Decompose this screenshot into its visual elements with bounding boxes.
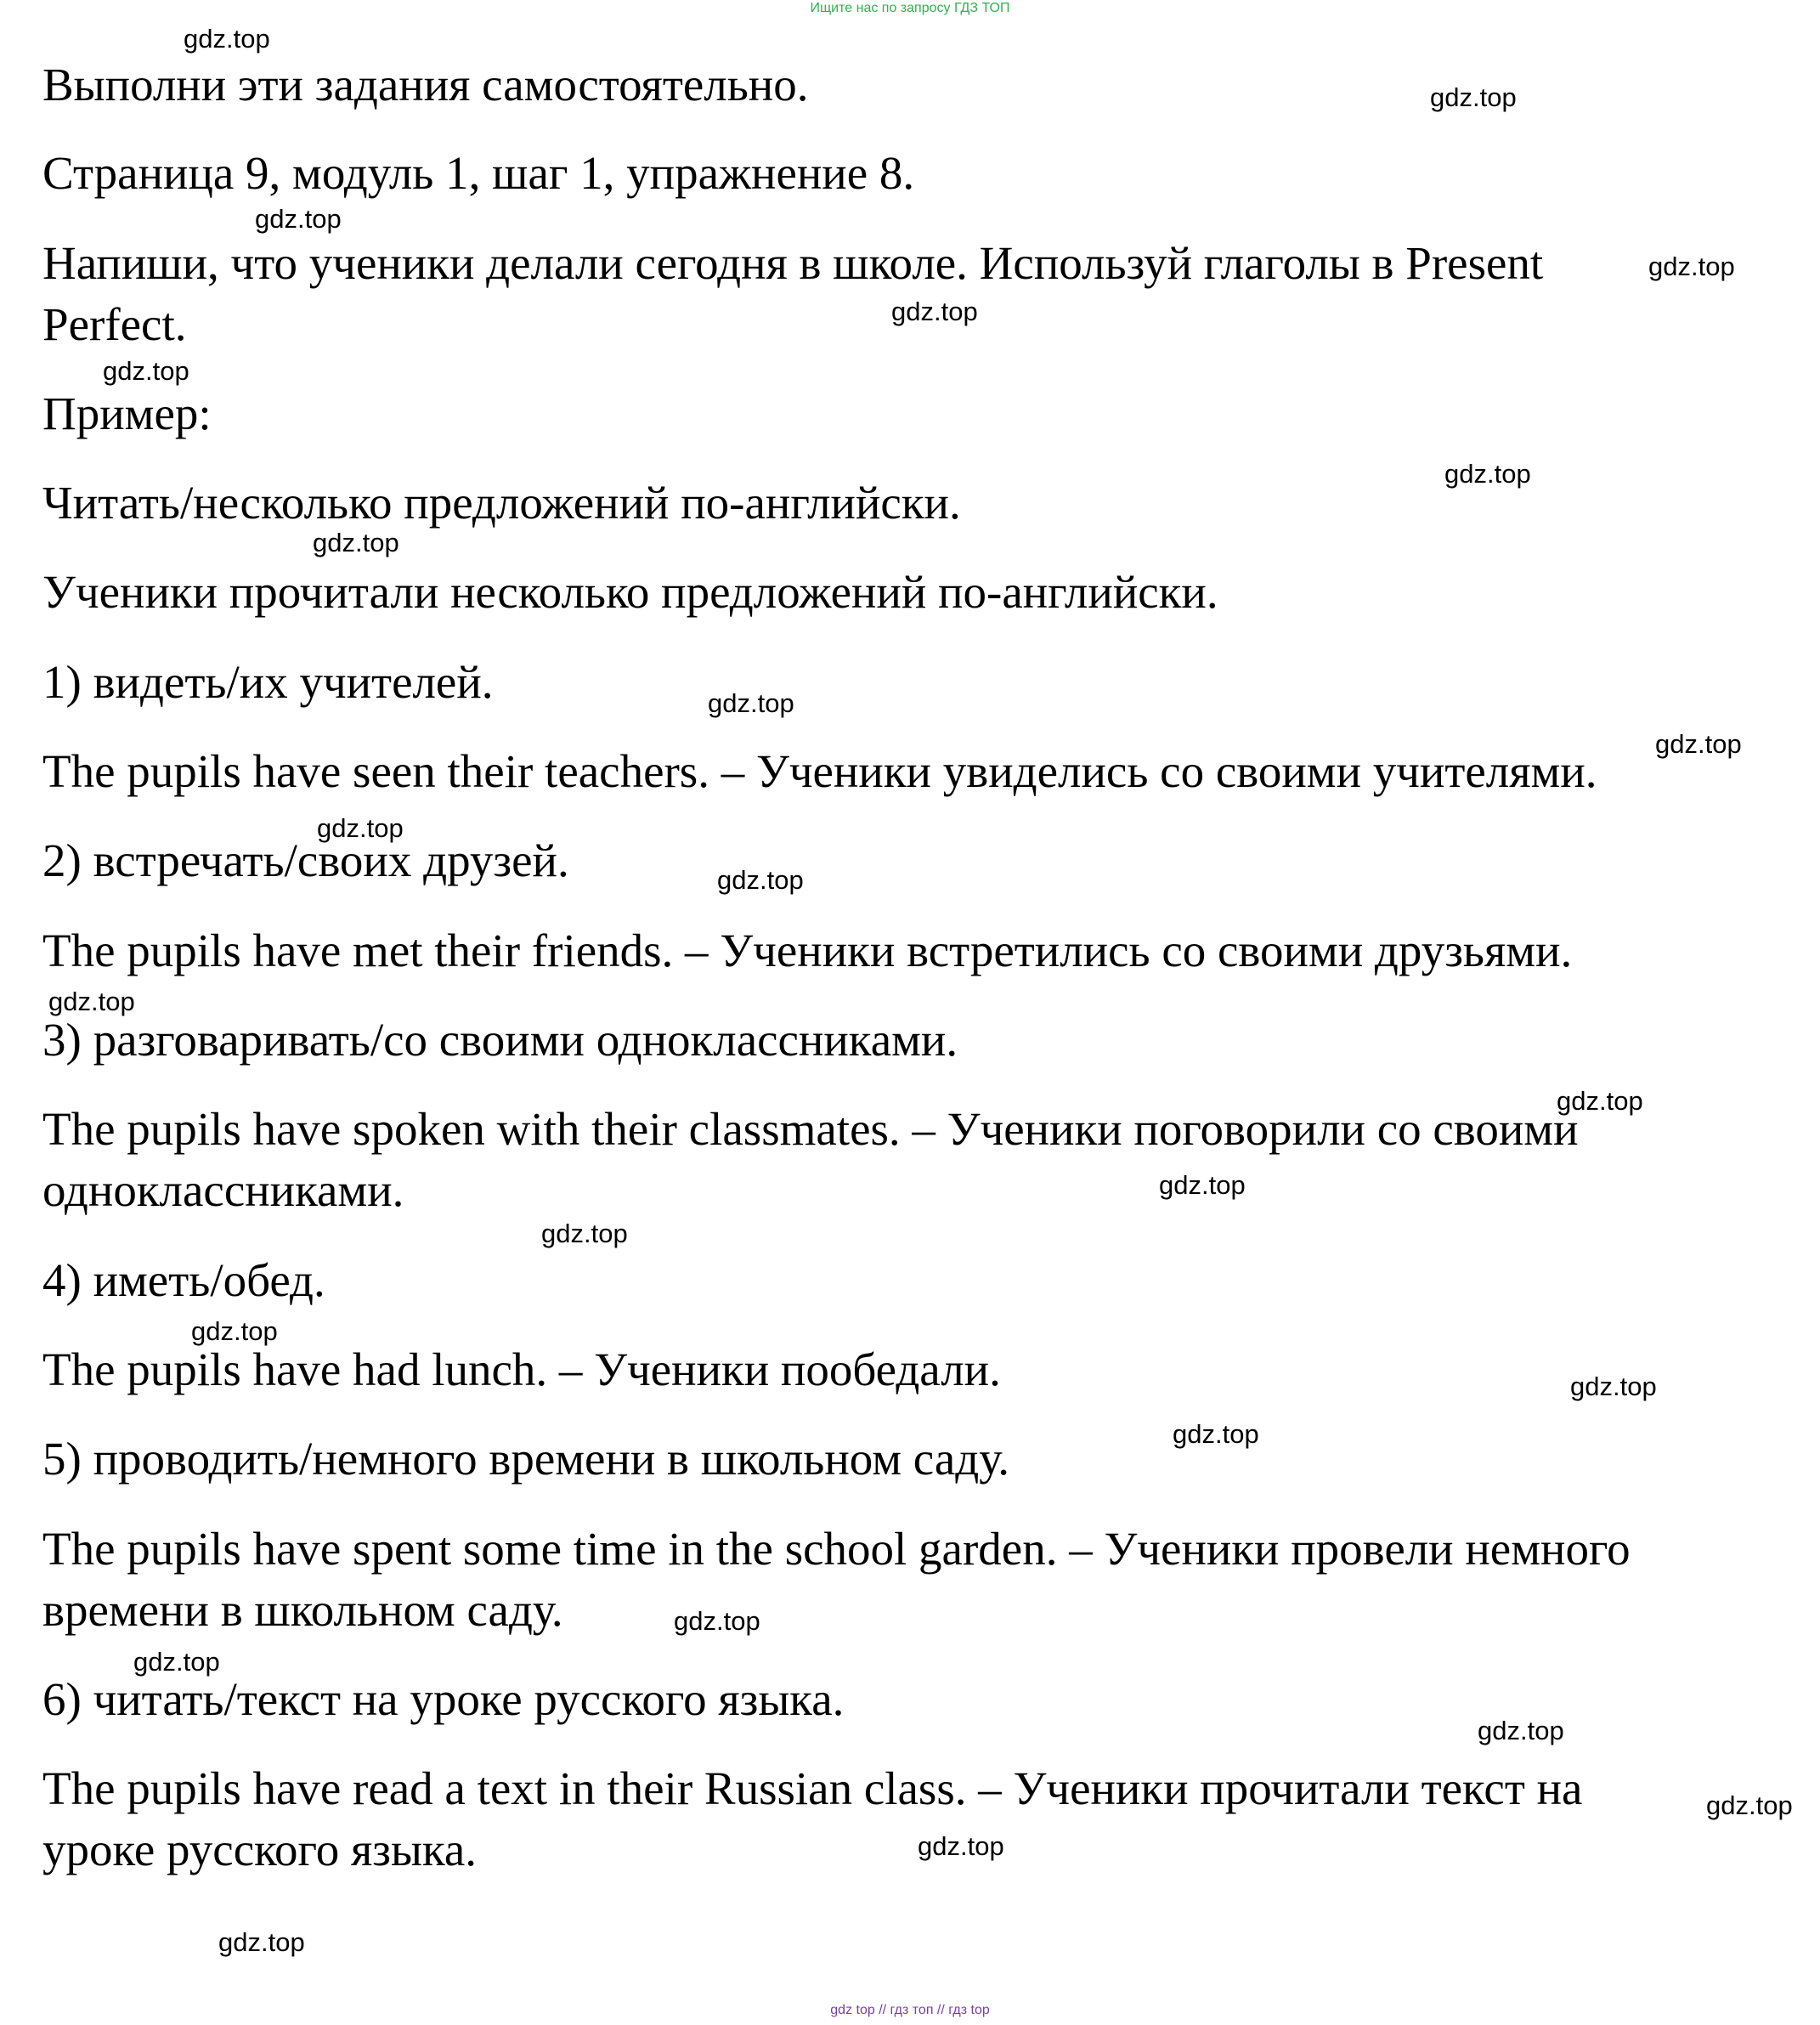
watermark: gdz.top bbox=[717, 865, 804, 895]
text-line: The pupils have seen their teachers. – Ученики увиделись со своими учителями. bbox=[42, 745, 1597, 797]
watermark: gdz.top bbox=[1655, 729, 1742, 759]
text-line: The pupils have read a text in their Russian class. – Ученики прочитали текст на bbox=[42, 1762, 1583, 1814]
text-line: 2) встречать/своих друзей. bbox=[42, 834, 569, 886]
watermark: gdz.top bbox=[218, 1927, 305, 1957]
text-line: Perfect. bbox=[42, 298, 187, 350]
text-line: Читать/несколько предложений по-английски. bbox=[42, 477, 961, 529]
watermark: gdz.top bbox=[1159, 1170, 1246, 1200]
text-line: Пример: bbox=[42, 387, 212, 439]
text-line: 3) разговаривать/со своими одноклассниками. bbox=[42, 1014, 958, 1066]
text-line: The pupils have met their friends. – Ученики встретились со своими друзьями. bbox=[42, 925, 1573, 976]
watermark: gdz.top bbox=[1648, 252, 1735, 281]
watermark: gdz.top bbox=[317, 813, 404, 843]
text-line: The pupils have had lunch. – Ученики пообедали. bbox=[42, 1343, 1001, 1395]
watermark: gdz.top bbox=[48, 987, 135, 1016]
text-line: The pupils have spent some time in the school garden. – Ученики провели немного bbox=[42, 1523, 1631, 1575]
text-line: Страница 9, модуль 1, шаг 1, упражнение 8. bbox=[42, 147, 915, 199]
text-line: 6) читать/текст на уроке русского языка. bbox=[42, 1673, 845, 1725]
watermark: gdz.top bbox=[1430, 82, 1517, 112]
top-banner: Ищите нас по запросу ГДЗ ТОП bbox=[810, 1, 1010, 15]
bottom-banner: gdz top // гдз топ // гдз top bbox=[830, 2003, 990, 2017]
text-line: Ученики прочитали несколько предложений по-английски. bbox=[42, 566, 1218, 618]
watermark: gdz.top bbox=[918, 1831, 1004, 1861]
watermark: gdz.top bbox=[1570, 1372, 1657, 1401]
text-line: 4) иметь/обед. bbox=[42, 1254, 325, 1306]
text-line: The pupils have spoken with their classmates. – Ученики поговорили со своими bbox=[42, 1103, 1579, 1155]
watermark: gdz.top bbox=[1173, 1419, 1259, 1449]
watermark: gdz.top bbox=[1478, 1716, 1564, 1745]
text-line: Выполни эти задания самостоятельно. bbox=[42, 59, 809, 110]
watermark: gdz.top bbox=[103, 356, 189, 386]
watermark: gdz.top bbox=[255, 204, 342, 234]
watermark: gdz.top bbox=[1706, 1790, 1793, 1820]
watermark: gdz.top bbox=[708, 688, 794, 718]
text-line: уроке русского языка. bbox=[42, 1824, 478, 1875]
text-line: времени в школьном саду. bbox=[42, 1584, 563, 1636]
text-line: Напиши, что ученики делали сегодня в школе. Используй глаголы в Present bbox=[42, 237, 1544, 289]
watermark: gdz.top bbox=[891, 297, 978, 326]
watermark: gdz.top bbox=[1444, 459, 1531, 489]
watermark: gdz.top bbox=[133, 1647, 220, 1677]
watermark: gdz.top bbox=[184, 24, 270, 54]
watermark: gdz.top bbox=[1557, 1086, 1643, 1116]
watermark: gdz.top bbox=[313, 528, 399, 557]
text-line: 5) проводить/немного времени в школьном саду. bbox=[42, 1433, 1010, 1485]
text-line: 1) видеть/их учителей. bbox=[42, 656, 494, 708]
watermark: gdz.top bbox=[674, 1606, 760, 1636]
text-line: одноклассниками. bbox=[42, 1164, 404, 1216]
watermark: gdz.top bbox=[541, 1219, 628, 1248]
watermark: gdz.top bbox=[191, 1316, 278, 1346]
